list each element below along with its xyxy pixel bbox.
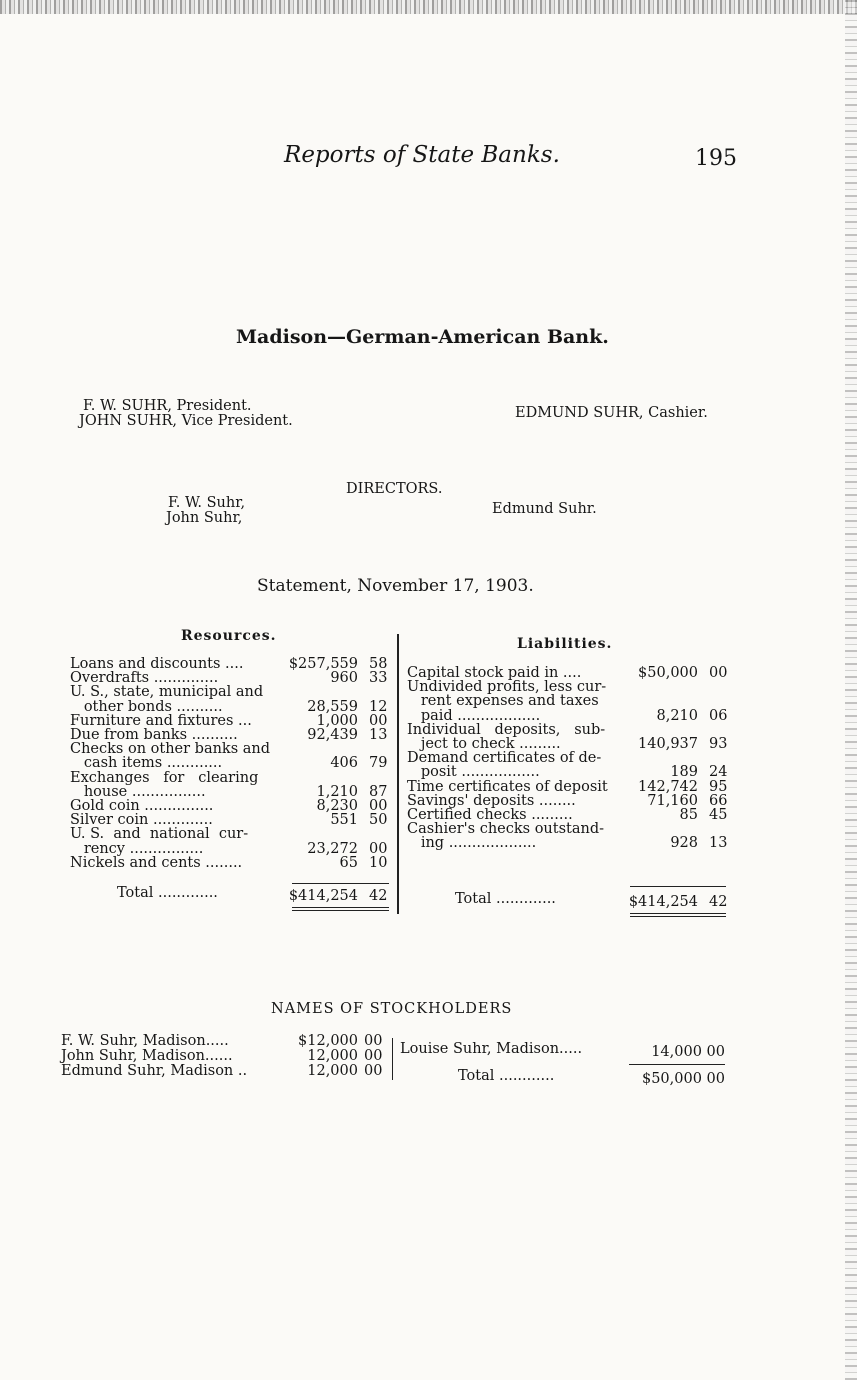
- resources-label: U. S., state, municipal and: [70, 684, 264, 701]
- liabilities-label: ject to check .........: [407, 736, 561, 752]
- column-divider: [397, 634, 399, 914]
- resources-total-rule: [292, 907, 389, 908]
- liabilities-label: Time certificates of deposit: [407, 778, 608, 795]
- resources-dollars: 1,000: [316, 712, 358, 729]
- resources-dollars: 8,230: [316, 798, 358, 814]
- resources-dollars: 960: [330, 670, 358, 687]
- liabilities-dollars: 142,742: [638, 778, 698, 795]
- resources-label: cash items ............: [70, 755, 223, 772]
- resources-cents: 58: [369, 656, 388, 672]
- resources-cents: 00: [369, 798, 388, 814]
- liabilities-dollars: 140,937: [638, 736, 698, 752]
- resources-label: Overdrafts ..............: [70, 670, 219, 687]
- stockholder-dollars: 12,000: [307, 1063, 358, 1079]
- resources-label: Due from banks ..........: [70, 727, 238, 743]
- liabilities-cents: 13: [709, 835, 728, 852]
- officer-cashier: EDMUND SUHR, Cashier.: [515, 405, 708, 421]
- resources-dollars: 28,559: [307, 698, 358, 715]
- statement-heading: Statement, November 17, 1903.: [257, 576, 534, 596]
- liabilities-label: paid ..................: [407, 707, 541, 724]
- stockholder-dollars: 12,000: [307, 1048, 358, 1064]
- resources-dollars: $257,559: [288, 656, 358, 672]
- resources-cents: 00: [369, 840, 388, 857]
- liabilities-cents: 24: [709, 764, 728, 781]
- resources-label: Furniture and fixtures ...: [70, 712, 252, 729]
- liabilities-total-label: Total .............: [455, 891, 556, 907]
- resources-dollars: 406: [330, 755, 358, 772]
- resources-cents: 33: [369, 670, 388, 687]
- liabilities-label: Demand certificates of de-: [407, 750, 602, 767]
- scan-right-edge: [845, 0, 857, 1380]
- resources-heading: Resources.: [181, 628, 277, 644]
- resources-label: Silver coin .............: [70, 812, 213, 829]
- resources-dollars: 23,272: [307, 840, 358, 857]
- liabilities-dollars: $50,000: [638, 665, 698, 681]
- stockholders-divider: [392, 1038, 393, 1080]
- bank-title: Madison—German-American Bank.: [236, 326, 609, 348]
- running-title: Reports of State Banks.: [284, 142, 560, 168]
- resources-cents: 79: [369, 755, 388, 772]
- stockholder-cents: 00: [364, 1063, 383, 1079]
- resources-label: other bonds ..........: [70, 698, 223, 715]
- resources-label: Gold coin ...............: [70, 798, 214, 814]
- resources-cents: 10: [369, 854, 388, 871]
- liabilities-label: Capital stock paid in ....: [407, 665, 582, 681]
- stockholder-amount: 14,000 00: [651, 1044, 725, 1060]
- resources-total-label: Total .............: [117, 885, 218, 901]
- director-name: John Suhr,: [166, 510, 243, 526]
- liabilities-total-dollars: $414,254: [628, 894, 698, 910]
- stockholder-name: Louise Suhr, Madison.....: [400, 1041, 583, 1057]
- resources-label: Checks on other banks and: [70, 741, 271, 758]
- resources-label: rency ................: [70, 840, 204, 857]
- scan-top-edge: [0, 0, 857, 14]
- liabilities-dollars: 85: [679, 807, 698, 823]
- resources-cents: 12: [369, 698, 388, 715]
- resources-dollars: 92,439: [307, 727, 358, 743]
- resources-sum-rule: [292, 883, 389, 884]
- liabilities-total-rule: [630, 916, 726, 917]
- resources-label: house ................: [70, 783, 206, 800]
- resources-dollars: 1,210: [316, 783, 358, 800]
- liabilities-dollars: 928: [670, 835, 698, 852]
- director-name: Edmund Suhr.: [492, 501, 597, 517]
- resources-label: Loans and discounts ....: [70, 656, 244, 672]
- resources-dollars: 551: [330, 812, 358, 829]
- liabilities-label: ing ...................: [407, 835, 537, 852]
- liabilities-dollars: 8,210: [656, 707, 698, 724]
- stockholder-name: F. W. Suhr, Madison.....: [61, 1033, 229, 1049]
- directors-heading: DIRECTORS.: [346, 481, 443, 497]
- liabilities-cents: 95: [709, 778, 728, 795]
- resources-label: U. S. and national cur-: [70, 826, 249, 843]
- resources-dollars: 65: [339, 854, 358, 871]
- liabilities-label: Savings' deposits ........: [407, 792, 576, 809]
- liabilities-cents: 06: [709, 707, 728, 724]
- liabilities-cents: 66: [709, 792, 728, 809]
- stockholder-cents: 00: [364, 1033, 383, 1049]
- page-number: 195: [695, 146, 737, 171]
- stockholder-cents: 00: [364, 1048, 383, 1064]
- resources-label: Exchanges for clearing: [70, 769, 259, 786]
- liabilities-sum-rule: [630, 886, 726, 887]
- liabilities-cents: 93: [709, 736, 728, 752]
- stockholder-name: John Suhr, Madison......: [61, 1048, 233, 1064]
- resources-total-rule: [292, 910, 389, 911]
- resources-cents: 00: [369, 712, 388, 729]
- liabilities-dollars: 189: [670, 764, 698, 781]
- stockholders-total-amount: $50,000 00: [641, 1071, 725, 1087]
- stockholders-sum-rule: [629, 1064, 725, 1065]
- liabilities-total-rule: [630, 913, 726, 914]
- liabilities-label: posit .................: [407, 764, 540, 781]
- liabilities-cents: 00: [709, 665, 728, 681]
- liabilities-heading: Liabilities.: [517, 636, 613, 652]
- stockholders-total-label: Total ............: [458, 1068, 555, 1084]
- resources-cents: 87: [369, 783, 388, 800]
- stockholder-dollars: $12,000: [298, 1033, 358, 1049]
- liabilities-dollars: 71,160: [647, 792, 698, 809]
- resources-total-dollars: $414,254: [288, 888, 358, 904]
- liabilities-label: Certified checks .........: [407, 807, 573, 823]
- liabilities-total-cents: 42: [709, 894, 728, 910]
- liabilities-cents: 45: [709, 807, 728, 823]
- resources-cents: 50: [369, 812, 388, 829]
- liabilities-label: Undivided profits, less cur-: [407, 679, 607, 696]
- officer-president: F. W. SUHR, President.: [83, 398, 252, 414]
- stockholders-heading: NAMES OF STOCKHOLDERS: [271, 1001, 513, 1017]
- resources-label: Nickels and cents ........: [70, 854, 243, 871]
- resources-total-cents: 42: [369, 888, 388, 904]
- liabilities-label: Individual deposits, sub-: [407, 721, 606, 738]
- liabilities-label: Cashier's checks outstand-: [407, 821, 605, 838]
- director-name: F. W. Suhr,: [168, 495, 246, 511]
- stockholder-name: Edmund Suhr, Madison ..: [61, 1063, 248, 1079]
- liabilities-label: rent expenses and taxes: [407, 693, 599, 710]
- resources-cents: 13: [369, 727, 388, 743]
- officer-vice-president: JOHN SUHR, Vice President.: [79, 413, 293, 429]
